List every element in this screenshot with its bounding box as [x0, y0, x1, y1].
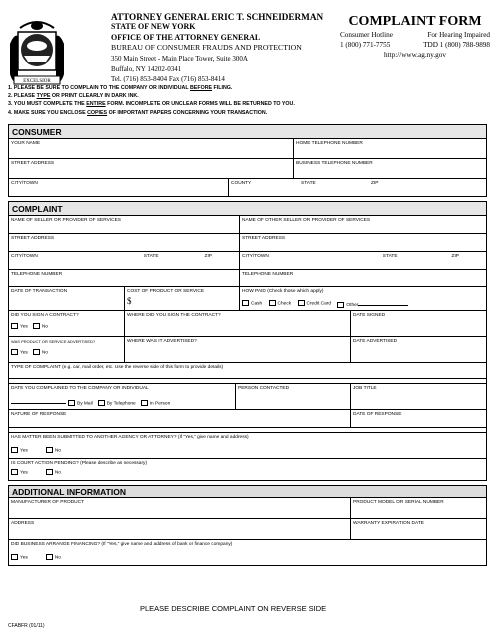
transaction-date-field[interactable]: DATE OF TRANSACTION: [9, 287, 125, 310]
svg-text:EXCELSIOR: EXCELSIOR: [23, 79, 51, 84]
office-header: [111, 12, 323, 84]
date-signed-field[interactable]: DATE SIGNED: [353, 313, 386, 318]
consumer-city-field[interactable]: CITY/TOWN: [9, 179, 229, 196]
hotline-label: Consumer Hotline: [340, 31, 393, 39]
agency-no-checkbox[interactable]: No: [46, 447, 61, 453]
consumer-state-field[interactable]: STATE: [301, 181, 316, 186]
signed-contract-field: DID YOU SIGN A CONTRACT? Yes No: [9, 311, 125, 336]
agency-yes-checkbox[interactable]: Yes: [11, 447, 28, 453]
instruction-2: 2. PLEASE TYPE OR PRINT CLEARLY IN DARK INK.: [8, 93, 139, 100]
form-code: CFABFR (01/11): [8, 623, 45, 629]
where-signed-field[interactable]: WHERE DID YOU SIGN THE CONTRACT?: [125, 311, 351, 336]
how-paid-field: HOW PAID (Check those which apply) Cash Check Credit Card Other: [240, 287, 486, 310]
seller-street-field[interactable]: STREET ADDRESS: [9, 234, 240, 251]
office-name: OFFICE OF THE ATTORNEY GENERAL: [111, 32, 261, 42]
instruction-4: 4. MAKE SURE YOU ENCLOSE COPIES OF IMPORTANT PAPERS CONCERNING YOUR TRANSACTION.: [8, 109, 268, 116]
consumer-county-field[interactable]: COUNTY: [231, 181, 252, 186]
consumer-zip-field[interactable]: ZIP: [371, 181, 379, 186]
model-serial-field[interactable]: PRODUCT MODEL OR SERIAL NUMBER: [353, 500, 444, 505]
bureau-name: BUREAU OF CONSUMER FRAUDS AND PROTECTION: [111, 43, 302, 53]
advertised-yes-checkbox[interactable]: Yes: [11, 349, 28, 355]
financing-yes-checkbox[interactable]: Yes: [11, 554, 28, 560]
attorney-general-name: ATTORNEY GENERAL ERIC T. SCHNEIDERMAN: [111, 12, 324, 22]
complaint-form: [8, 124, 487, 566]
other-seller-street-field[interactable]: STREET ADDRESS: [242, 236, 286, 241]
consumer-street-field[interactable]: STREET ADDRESS: [9, 159, 294, 178]
state-name: STATE OF NEW YORK: [111, 22, 196, 32]
other-agency-field: HAS MATTER BEEN SUBMITTED TO ANOTHER AGENCY OR ATTORNEY? (If “Yes,” give name and address) Yes No: [11, 435, 249, 454]
other-checkbox[interactable]: Other: [337, 299, 408, 308]
state-seal-icon: [6, 14, 68, 94]
in-person-checkbox[interactable]: In Person: [141, 400, 171, 406]
reverse-side-note: PLEASE DESCRIBE COMPLAINT ON REVERSE SIDE: [140, 604, 327, 613]
by-phone-checkbox[interactable]: By Telephone: [98, 400, 136, 406]
check-checkbox[interactable]: Check: [269, 300, 292, 306]
cost-field[interactable]: COST OF PRODUCT OR SERVICE $: [125, 287, 240, 310]
financing-no-checkbox[interactable]: No: [46, 554, 61, 560]
website: http://www.ag.ny.gov: [384, 51, 446, 59]
complaint-type-field[interactable]: TYPE OF COMPLAINT (e.g. car, mail order, etc. Use the reverse side of this form to provide details): [11, 365, 224, 370]
home-phone-field[interactable]: HOME TELEPHONE NUMBER: [296, 141, 363, 146]
contract-no-checkbox[interactable]: No: [33, 323, 48, 329]
complaint-section-title: COMPLAINT: [8, 201, 487, 216]
contract-yes-checkbox[interactable]: Yes: [11, 323, 28, 329]
other-seller-phone-field[interactable]: TELEPHONE NUMBER: [242, 272, 294, 277]
seller-phone-field[interactable]: TELEPHONE NUMBER: [9, 270, 240, 286]
other-seller-field[interactable]: NAME OF OTHER SELLER OR PROVIDER OF SERVICES: [242, 218, 371, 223]
consumer-section-title: CONSUMER: [8, 124, 487, 139]
seller-name-field[interactable]: NAME OF SELLER OR PROVIDER OF SERVICES: [9, 216, 240, 233]
impaired-label: For Hearing Impaired: [427, 31, 490, 39]
date-complained-field: DATE YOU COMPLAINED TO THE COMPANY OR INDIVIDUAL By Mail By Telephone In Person: [9, 384, 236, 409]
business-phone-field[interactable]: BUSINESS TELEPHONE NUMBER: [296, 161, 373, 166]
credit-card-checkbox[interactable]: Credit Card: [298, 300, 332, 306]
advertised-field: WAS PRODUCT OR SERVICE ADVERTISED? Yes No: [9, 337, 125, 362]
where-advertised-field[interactable]: WHERE WAS IT ADVERTISED?: [125, 337, 351, 362]
job-title-field[interactable]: JOB TITLE: [353, 386, 377, 391]
court-no-checkbox[interactable]: No: [46, 469, 61, 475]
form-title-block: [340, 14, 490, 60]
court-yes-checkbox[interactable]: Yes: [11, 469, 28, 475]
date-advertised-field[interactable]: DATE ADVERTISED: [353, 339, 398, 344]
street-address: 350 Main Street - Main Place Tower, Suite 300A: [111, 54, 248, 63]
date-of-response-field[interactable]: DATE OF RESPONSE: [353, 412, 402, 417]
city-address: Buffalo, NY 14202-0341: [111, 64, 182, 73]
cash-checkbox[interactable]: Cash: [242, 300, 262, 306]
instruction-3: 3. YOU MUST COMPLETE THE ENTIRE FORM. INCOMPLETE OR UNCLEAR FORMS WILL BE RETURNED TO YOU.: [8, 101, 295, 108]
by-mail-checkbox[interactable]: By Mail: [68, 400, 93, 406]
nature-of-response-field[interactable]: NATURE OF RESPONSE: [9, 410, 351, 427]
warranty-date-field[interactable]: WARRANTY EXPIRATION DATE: [353, 521, 424, 526]
other-seller-city-field[interactable]: CITY/TOWN STATE ZIP: [242, 254, 459, 259]
instruction-1: 1. PLEASE BE SURE TO COMPLAIN TO THE COMPANY OR INDIVIDUAL BEFORE FILING.: [8, 85, 233, 91]
manufacturer-address-field[interactable]: ADDRESS: [9, 519, 351, 539]
tel-fax: Tel. (716) 853-8404 Fax (716) 853-8414: [111, 74, 225, 83]
advertised-no-checkbox[interactable]: No: [33, 349, 48, 355]
form-title: COMPLAINT FORM: [348, 14, 482, 29]
seller-city-field[interactable]: CITY/TOWN STATE ZIP: [9, 252, 240, 269]
person-contacted-field[interactable]: PERSON CONTACTED: [236, 384, 351, 409]
tdd-number: TDD 1 (800) 788-9898: [423, 41, 490, 49]
court-action-field: IS COURT ACTION PENDING? (Please describe as necessary) Yes No: [11, 461, 148, 476]
financing-field: DID BUSINESS ARRANGE FINANCING? (If “Yes,” give name and address of bank or finance company) Yes No: [11, 542, 233, 561]
hotline-number: 1 (800) 771-7755: [340, 41, 391, 49]
manufacturer-field[interactable]: MANUFACTURER OF PRODUCT: [9, 498, 351, 518]
instructions: [8, 84, 295, 117]
your-name-field[interactable]: YOUR NAME: [9, 139, 294, 158]
additional-section-title: ADDITIONAL INFORMATION: [8, 485, 487, 498]
